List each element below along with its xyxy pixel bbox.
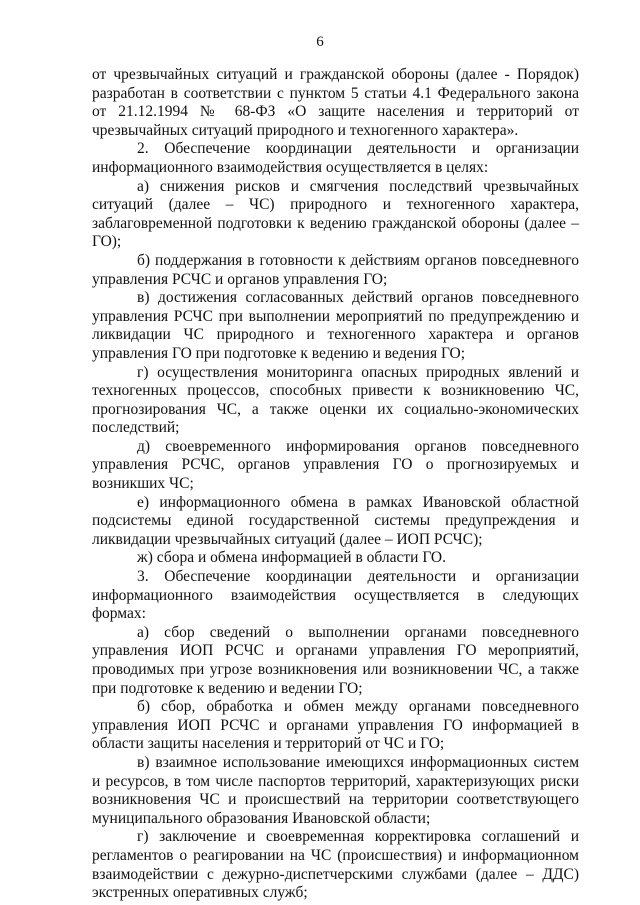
paragraph: 2. Обеспечение координации деятельности и организации информационного взаимодействия осуществляется в целях: <box>92 140 579 176</box>
paragraph: а) сбор сведений о выполнении органами повседневного управления ИОП РСЧС и органами управления ГО мероприятий, проводимых при угрозе возникновения или возникновении ЧС, а также при подготовке к ведению и ведении ГО; <box>92 623 579 697</box>
paragraph: д) своевременного информирования органов повседневного управления РСЧС, органов управления ГО о прогнозируемых и возникших ЧС; <box>92 437 579 493</box>
paragraph: в) взаимное использование имеющихся информационных систем и ресурсов, в том числе паспортов территорий, характеризующих риски возникновения ЧС и происшествий на территории соответствующего муниципального образования Ивановской области; <box>92 753 579 827</box>
paragraph: от чрезвычайных ситуаций и гражданской обороны (далее - Порядок) разработан в соответствии с пунктом 5 статьи 4.1 Федерального закона от 21.12.1994 № 68-ФЗ «О защите населения и территорий от чрезвычайных ситуаций природного и техногенного характера». <box>92 66 579 139</box>
page-number: 6 <box>316 34 324 50</box>
document-body <box>92 66 579 903</box>
paragraph: е) информационного обмена в рамках Ивановской областной подсистемы единой государственной системы предупреждения и ликвидации чрезвычайных ситуаций (далее – ИОП РСЧС); <box>92 493 579 548</box>
paragraph: в) достижения согласованных действий органов повседневного управления РСЧС при выполнении мероприятий по предупреждению и ликвидации ЧС природного и техногенного характера и органов управления ГО при подготовке к ведению и ведения ГО; <box>92 289 579 362</box>
paragraph: б) сбор, обработка и обмен между органами повседневного управления ИОП РСЧС и органами управления ГО информацией в области защиты населения и территорий от ЧС и ГО; <box>92 698 579 753</box>
paragraph: 3. Обеспечение координации деятельности и организации информационного взаимодействия осуществляется в следующих формах: <box>92 568 579 623</box>
paragraph: а) снижения рисков и смягчения последствий чрезвычайных ситуаций (далее – ЧС) природного и техногенного характера, заблаговременной подготовки к ведению гражданской обороны (далее – ГО); <box>92 177 579 251</box>
paragraph: г) осуществления мониторинга опасных природных явлений и техногенных процессов, способных привести к возникновению ЧС, прогнозирования ЧС, а также оценки их социально-экономических последствий; <box>92 363 579 437</box>
paragraph: б) поддержания в готовности к действиям органов повседневного управления РСЧС и органов управления ГО; <box>92 251 579 288</box>
paragraph: ж) сбора и обмена информацией в области ГО. <box>137 549 446 567</box>
paragraph: г) заключение и своевременная корректировка соглашений и регламентов о реагировании на ЧС (происшествия) и информационном взаимодействии с дежурно-диспетчерскими службами (далее – ДДС) экстренных оперативных служб; <box>92 828 579 902</box>
